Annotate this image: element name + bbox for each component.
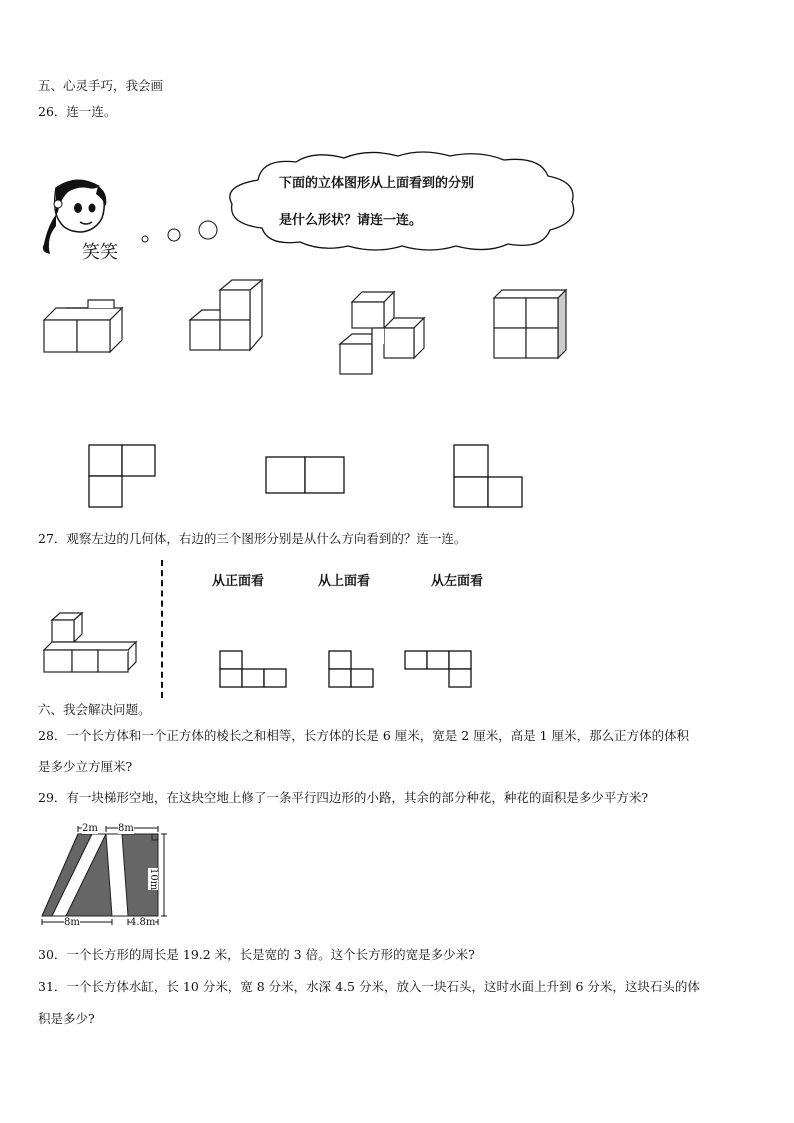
question-31-line1: 31．一个长方体水缸，长 10 分米，宽 8 分米，水深 4.5 分米，放入一块石头，这时水面上升到 6 分米，这块石头的体 bbox=[38, 979, 700, 994]
q27-view-a bbox=[219, 650, 289, 690]
q27-view-c bbox=[404, 650, 476, 690]
cloud-text-line1: 下面的立体图形从上面看到的分别 bbox=[279, 176, 475, 191]
dashed-divider bbox=[161, 560, 163, 698]
question-29-text: 29．有一块梯形空地，在这块空地上修了一条平行四边形的小路，其余的部分种花，种花的面积是多少平方米? bbox=[38, 790, 649, 805]
question-28-line2: 是多少立方厘米? bbox=[38, 759, 133, 774]
solid-figure-4 bbox=[490, 288, 572, 360]
label-top-view: 从上面看 bbox=[318, 574, 371, 589]
girl-caption: 笑笑 bbox=[82, 242, 118, 263]
plan-view-1 bbox=[88, 444, 158, 510]
label-bottom-left: 8m bbox=[64, 917, 80, 928]
question-31-line2: 积是多少? bbox=[38, 1011, 95, 1026]
label-bottom-right: 4.8m bbox=[130, 917, 156, 928]
question-26-title: 26．连一连。 bbox=[38, 104, 117, 119]
solid-figure-2 bbox=[186, 278, 266, 354]
label-left-view: 从左面看 bbox=[431, 574, 484, 589]
q27-solid bbox=[40, 610, 140, 676]
label-front-view: 从正面看 bbox=[212, 574, 265, 589]
trapezoid-figure bbox=[40, 824, 190, 932]
label-top-right: 8m bbox=[118, 823, 134, 834]
plan-view-2 bbox=[265, 456, 347, 496]
q27-view-b bbox=[328, 650, 376, 690]
plan-view-3 bbox=[453, 444, 525, 510]
label-height: 10m bbox=[148, 868, 159, 891]
question-30-text: 30．一个长方形的周长是 19.2 米，长是宽的 3 倍。这个长方形的宽是多少米? bbox=[38, 947, 475, 962]
speech-cloud bbox=[218, 150, 580, 254]
question-28-line1: 28．一个长方体和一个正方体的棱长之和相等，长方体的长是 6 厘米，宽是 2 厘米，高是 1 厘米，那么正方体的体积 bbox=[38, 728, 690, 743]
solid-figure-1 bbox=[40, 296, 126, 358]
thought-bubbles bbox=[140, 214, 220, 248]
label-path-width: 2m bbox=[82, 823, 98, 834]
section-heading-6: 六、我会解决问题。 bbox=[38, 702, 151, 717]
section-heading-5: 五、心灵手巧，我会画 bbox=[38, 78, 164, 93]
solid-figure-3 bbox=[338, 288, 430, 378]
question-27-text: 27．观察左边的几何体，右边的三个图形分别是从什么方向看到的？连一连。 bbox=[38, 531, 467, 546]
cloud-text-line2: 是什么形状？请连一连。 bbox=[279, 213, 423, 228]
